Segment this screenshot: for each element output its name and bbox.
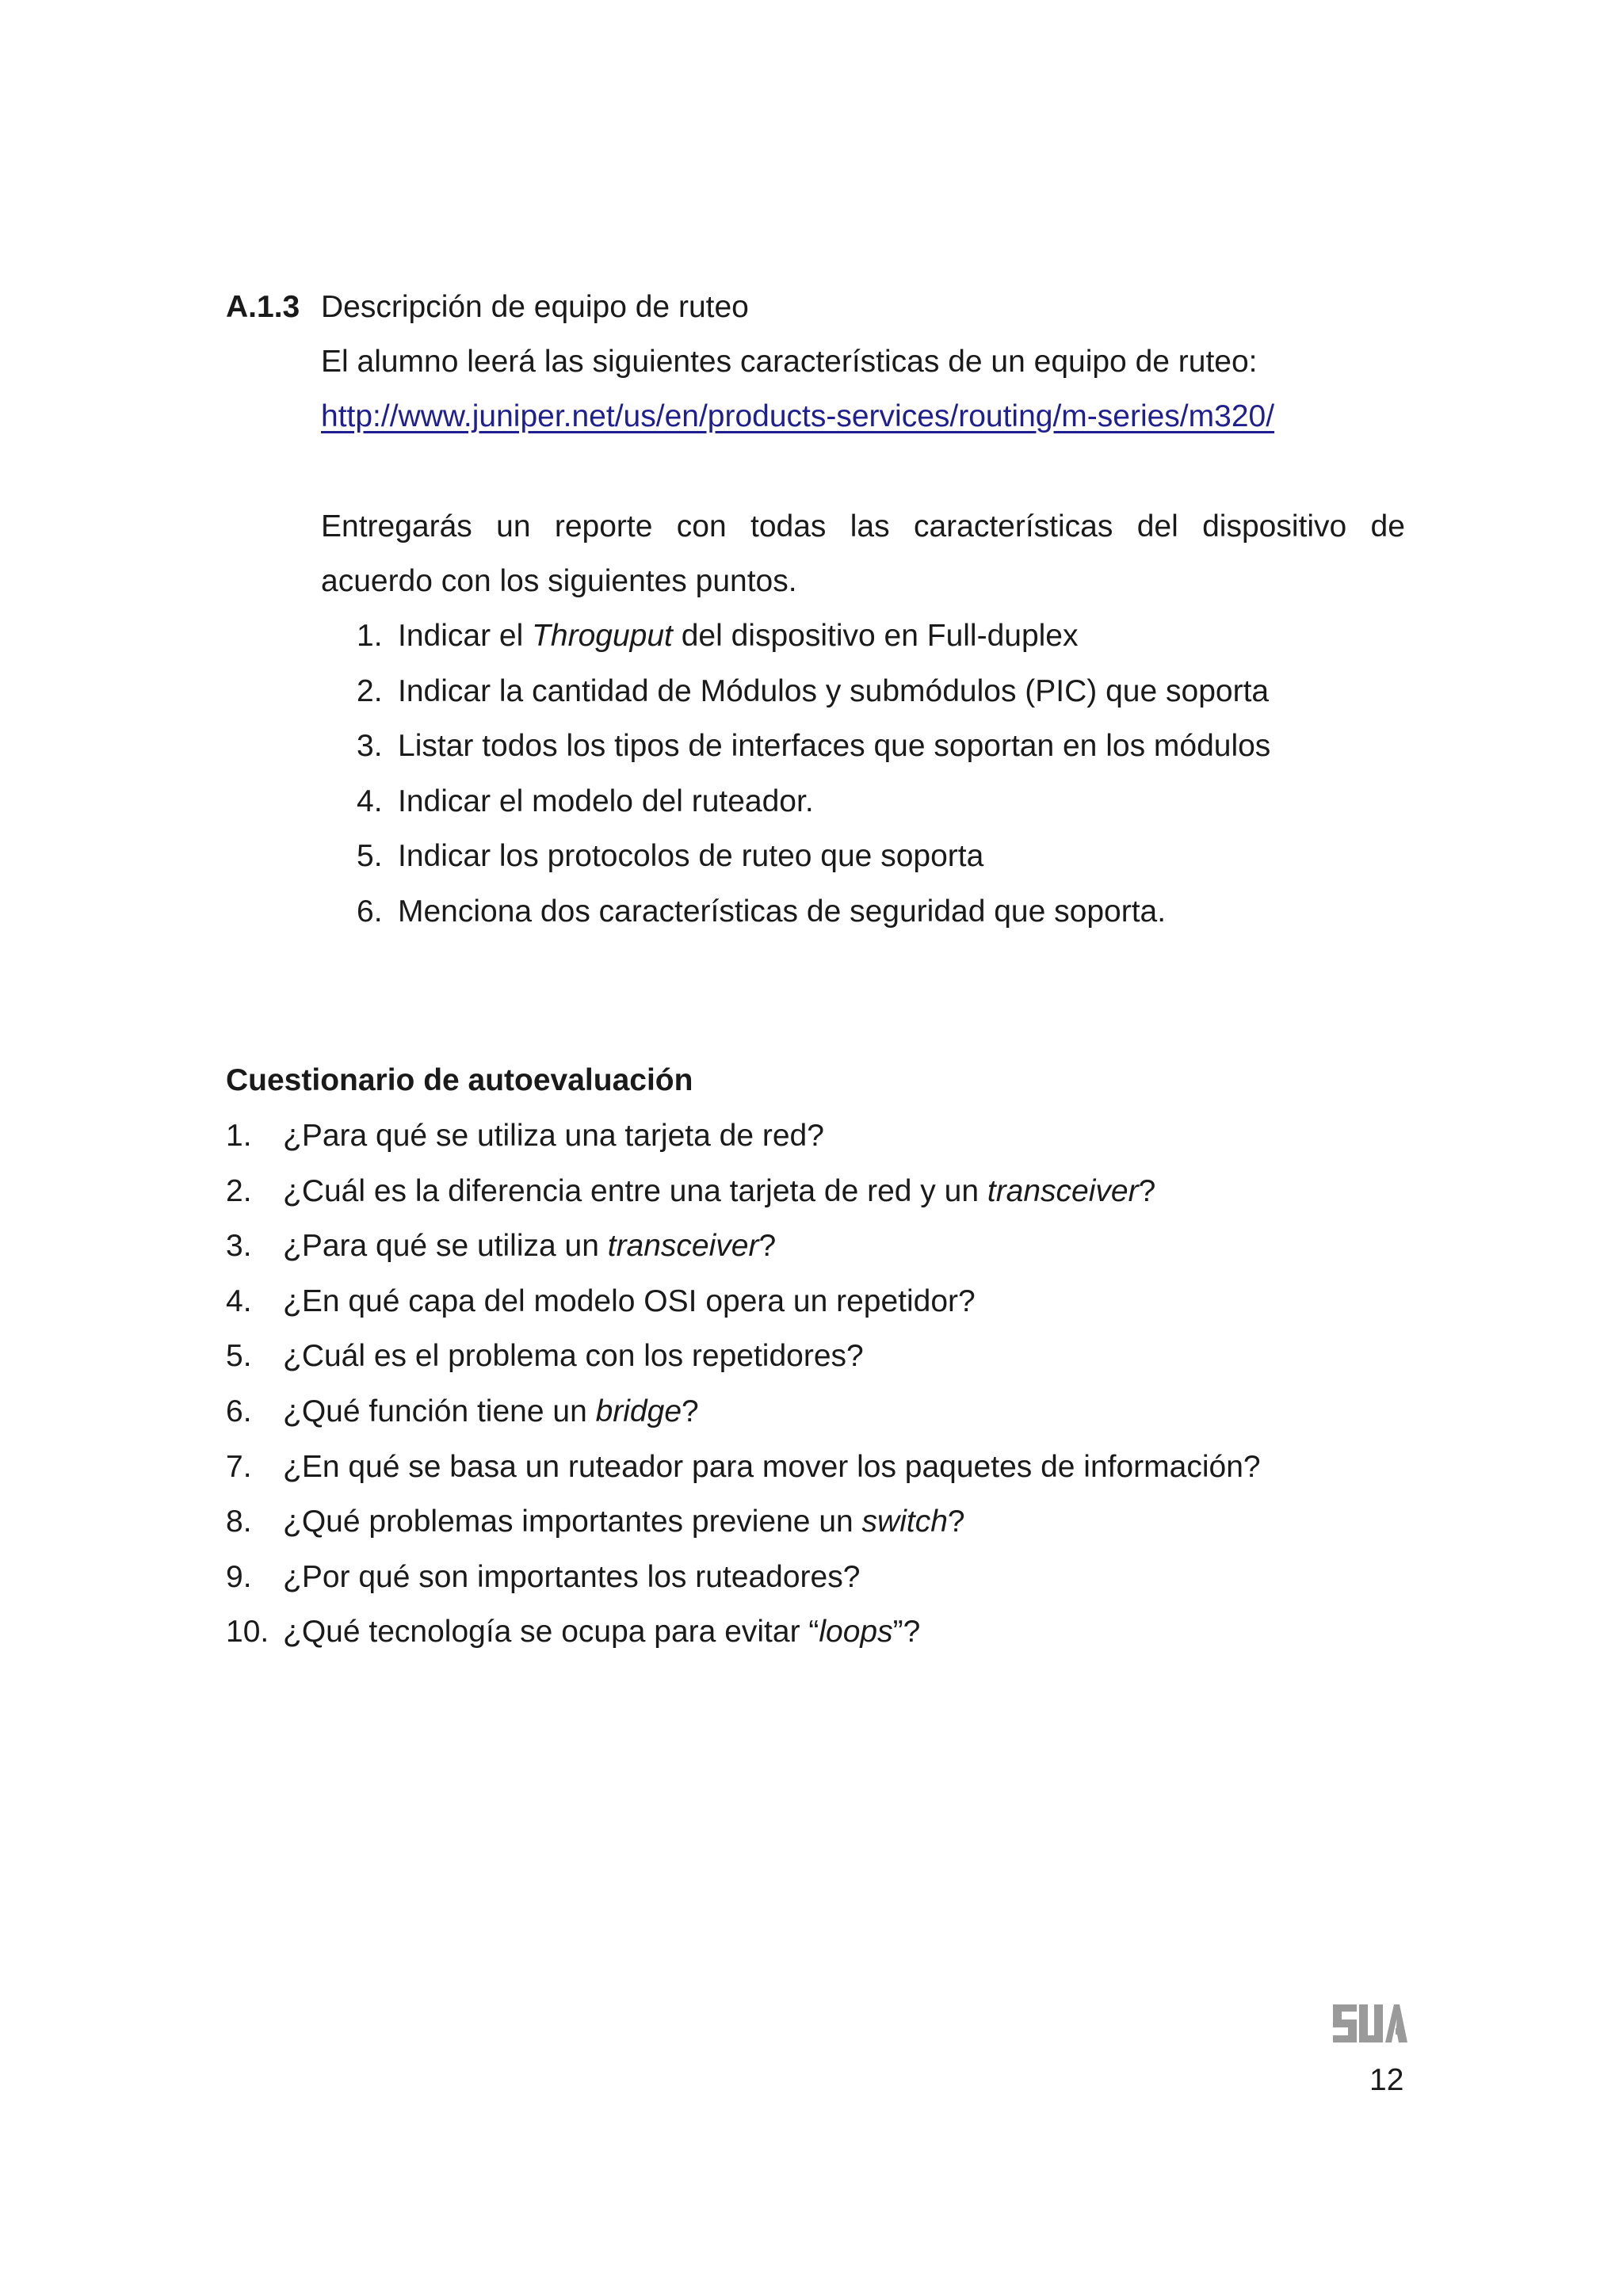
paragraph-word: características — [913, 509, 1113, 543]
paragraph-word: Entregarás — [321, 509, 472, 543]
quiz-question-text-part: ¿Para qué se utiliza un — [283, 1229, 608, 1264]
quiz-question-text — [283, 1396, 699, 1427]
report-point-number: 6. — [357, 894, 383, 929]
paragraph-word: reporte — [554, 509, 653, 543]
section-intro: El alumno leerá las siguientes características de un equipo de ruteo: — [321, 345, 1258, 379]
quiz-question-number: 9. — [226, 1559, 252, 1594]
quiz-question-number: 7. — [226, 1449, 252, 1484]
quiz-question-text-part: ¿Para qué se utiliza una tarjeta de red? — [283, 1119, 824, 1153]
report-point-text — [398, 896, 1166, 927]
paragraph-word: todas — [750, 509, 827, 543]
quiz-question-text — [283, 1120, 824, 1151]
report-point-text-part: Indicar la cantidad de Módulos y submódulos (PIC) que soporta — [398, 673, 1270, 708]
quiz-question-text-part: ¿Qué función tiene un — [283, 1394, 596, 1428]
quiz-question-emphasis: transceiver — [607, 1229, 759, 1264]
paragraph-word: las — [850, 509, 890, 543]
paragraph-word: de — [1370, 509, 1405, 543]
quiz-question-text-part: ? — [758, 1229, 777, 1264]
report-point-text-part: Indicar los protocolos de ruteo que soporta — [398, 839, 984, 874]
report-point-text-part: Indicar el — [398, 619, 533, 653]
quiz-question-emphasis: transceiver — [987, 1173, 1139, 1208]
report-point-number: 3. — [357, 729, 383, 764]
quiz-question-text-part: ? — [682, 1394, 699, 1428]
paragraph-word: un — [496, 509, 531, 543]
quiz-question-text-part: ¿En qué capa del modelo OSI opera un repetidor? — [283, 1283, 976, 1318]
quiz-question-emphasis: switch — [861, 1505, 948, 1539]
quiz-question-text-part: ¿Por qué son importantes los ruteadores? — [283, 1559, 861, 1594]
quiz-question-text-part: ¿Qué tecnología se ocupa para evitar “ — [283, 1615, 819, 1650]
quiz-question-text-part: ¿Cuál es la diferencia entre una tarjeta de red y un — [283, 1173, 987, 1208]
page-number: 12 — [1369, 2063, 1404, 2097]
quiz-question-number: 10. — [226, 1615, 269, 1650]
paragraph-word: del — [1136, 509, 1178, 543]
quiz-question-text — [283, 1173, 1156, 1208]
quiz-question-text-part: ? — [947, 1505, 965, 1539]
quiz-question-text — [283, 1283, 976, 1318]
report-point-number: 2. — [357, 673, 383, 708]
report-point-text-part: Indicar el modelo del ruteador. — [398, 784, 814, 818]
quiz-question-text-part: ¿Qué problemas importantes previene un — [283, 1505, 862, 1539]
report-point-text — [398, 620, 1079, 651]
quiz-question-number: 4. — [226, 1283, 252, 1318]
quiz-question-number: 8. — [226, 1505, 252, 1539]
report-point-number: 1. — [357, 619, 383, 653]
quiz-question-text-part: ”? — [892, 1615, 921, 1650]
quiz-question-text — [283, 1229, 777, 1264]
quiz-question-number: 2. — [226, 1173, 252, 1208]
quiz-question-emphasis: bridge — [595, 1394, 682, 1428]
section-title: Descripción de equipo de ruteo — [321, 290, 749, 324]
report-point-emphasis: Throguput — [532, 619, 673, 653]
quiz-question-text — [283, 1339, 864, 1374]
product-link[interactable]: http://www.juniper.net/us/en/products-services/routing/m-series/m320/ — [321, 399, 1275, 433]
report-point-text — [398, 729, 1271, 764]
quiz-question-text — [283, 1506, 965, 1537]
section-number: A.1.3 — [226, 290, 300, 324]
quiz-question-number: 3. — [226, 1229, 252, 1264]
paragraph-word: con — [676, 509, 727, 543]
report-point-text-part: Menciona dos características de seguridad que soporta. — [398, 894, 1167, 929]
report-point-text — [398, 786, 814, 817]
report-point-text-part: del dispositivo en Full-duplex — [672, 619, 1079, 653]
quiz-question-number: 1. — [226, 1119, 252, 1153]
quiz-question-text — [283, 1559, 861, 1594]
paragraph-word: dispositivo — [1202, 509, 1347, 543]
sua-logo — [1333, 2004, 1407, 2042]
report-point-text-part: Listar todos los tipos de interfaces que soportan en los módulos — [398, 729, 1271, 764]
quiz-question-text-part: ¿Cuál es el problema con los repetidores? — [283, 1339, 864, 1374]
quiz-question-text — [283, 1615, 921, 1650]
quiz-question-text-part: ? — [1138, 1173, 1156, 1208]
report-point-number: 5. — [357, 839, 383, 874]
quiz-question-text-part: ¿En qué se basa un ruteador para mover los paquetes de información? — [283, 1449, 1261, 1484]
quiz-question-text — [283, 1451, 1261, 1482]
report-point-text — [398, 673, 1270, 708]
report-paragraph-line2: acuerdo con los siguientes puntos. — [321, 564, 797, 598]
quiz-question-number: 5. — [226, 1339, 252, 1374]
quiz-title: Cuestionario de autoevaluación — [226, 1063, 693, 1097]
report-point-text — [398, 839, 984, 874]
quiz-question-emphasis: loops — [819, 1615, 893, 1650]
report-paragraph-line1 — [321, 511, 1405, 542]
quiz-question-number: 6. — [226, 1394, 252, 1428]
report-point-number: 4. — [357, 784, 383, 818]
